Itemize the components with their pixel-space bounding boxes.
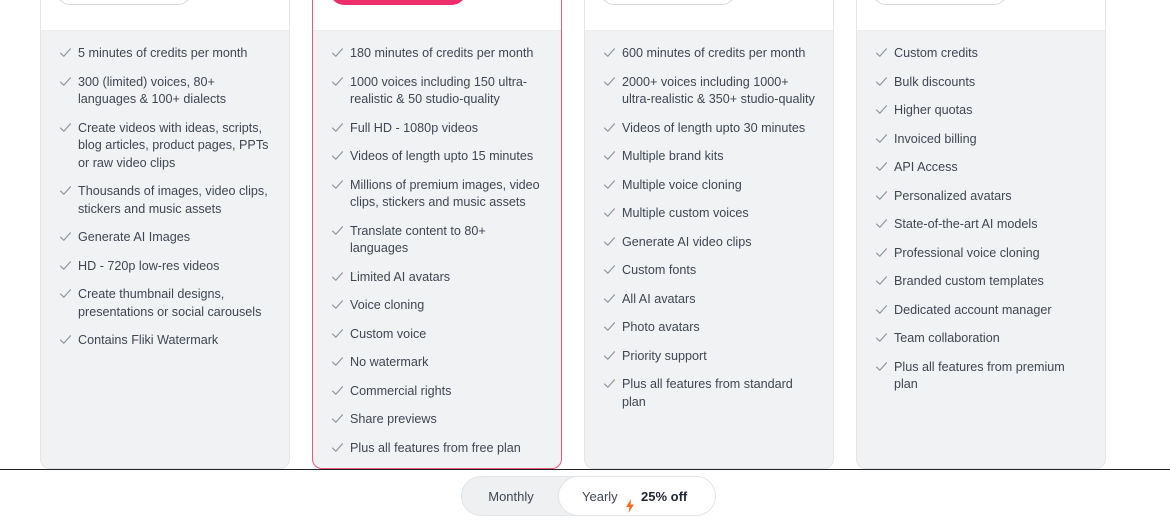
check-icon: [331, 149, 344, 162]
feature-item: [857, 131, 1105, 149]
check-icon: [331, 46, 344, 59]
feature-text: Millions of premium images, video clips, stickers and music assets: [350, 177, 540, 209]
feature-list-enterprise: [857, 45, 1105, 405]
feature-text: API Access: [894, 160, 958, 174]
feature-text: 1000 voices including 150 ultra-realistic & 50 studio-quality: [350, 74, 528, 106]
billing-option-monthly[interactable]: Monthly: [488, 489, 534, 504]
feature-text: Translate content to 80+ languages: [350, 223, 486, 255]
feature-text: Generate AI Images: [78, 230, 191, 244]
check-icon: [875, 160, 888, 173]
feature-text: Team collaboration: [894, 331, 1000, 345]
feature-text: No watermark: [350, 355, 429, 369]
feature-item: [313, 223, 561, 258]
check-icon: [59, 46, 72, 59]
feature-item: [41, 120, 289, 173]
feature-text: Generate AI video clips: [622, 234, 752, 249]
plan-card-standard: [312, 0, 562, 469]
check-icon: [875, 246, 888, 259]
feature-item: [585, 291, 833, 309]
feature-item: [857, 102, 1105, 120]
feature-item: [857, 45, 1105, 63]
billing-toggle[interactable]: [461, 476, 716, 516]
feature-item: [585, 319, 833, 337]
check-icon: [603, 121, 616, 134]
feature-item: [585, 120, 833, 138]
feature-text: Share previews: [350, 412, 437, 426]
feature-item: [857, 216, 1105, 234]
divider: [0, 469, 1170, 470]
feature-text: Multiple voice cloning: [622, 177, 742, 192]
check-icon: [603, 75, 616, 88]
check-icon: [603, 263, 616, 276]
check-icon: [331, 75, 344, 88]
feature-text: Create videos with ideas, scripts, blog articles, product pages, PPTs or raw video clips: [78, 120, 269, 170]
feature-item: [857, 330, 1105, 348]
plan-select-button-premium[interactable]: [600, 0, 736, 5]
feature-item: [313, 440, 561, 458]
plan-select-button-enterprise[interactable]: [872, 0, 1008, 5]
feature-text: Plus all features from premium plan: [894, 359, 1065, 391]
feature-text: Bulk discounts: [894, 74, 976, 89]
feature-text: 180 minutes of credits per month: [350, 46, 534, 60]
feature-item: [313, 297, 561, 315]
feature-item: [857, 245, 1105, 263]
feature-item: [41, 74, 289, 109]
feature-item: [313, 177, 561, 212]
feature-text: Voice cloning: [350, 298, 425, 312]
check-icon: [331, 355, 344, 368]
feature-text: Priority support: [622, 348, 707, 363]
feature-text: Thousands of images, video clips, stickers and music assets: [78, 184, 268, 216]
check-icon: [59, 75, 72, 88]
feature-item: [857, 302, 1105, 320]
feature-text: 600 minutes of credits per month: [622, 46, 806, 60]
feature-item: [313, 354, 561, 372]
feature-text: Videos of length upto 15 minutes: [350, 149, 534, 163]
plan-card-premium: [584, 0, 834, 469]
feature-text: Photo avatars: [622, 320, 700, 334]
check-icon: [603, 46, 616, 59]
check-icon: [875, 360, 888, 373]
check-icon: [331, 384, 344, 397]
feature-item: [41, 258, 289, 276]
check-icon: [331, 270, 344, 283]
feature-item: [41, 286, 289, 321]
check-icon: [331, 298, 344, 311]
check-icon: [59, 287, 72, 300]
feature-list-standard: [313, 45, 561, 468]
check-icon: [331, 327, 344, 340]
feature-text: Plus all features from free plan: [350, 440, 521, 455]
feature-item: [313, 45, 561, 63]
feature-text: Full HD - 1080p videos: [350, 120, 479, 135]
feature-item: [313, 120, 561, 138]
feature-item: [585, 45, 833, 63]
feature-text: Commercial rights: [350, 383, 452, 398]
feature-list-premium: [585, 45, 833, 422]
feature-item: [857, 74, 1105, 92]
feature-item: [41, 332, 289, 350]
check-icon: [603, 206, 616, 219]
feature-text: 5 minutes of credits per month: [78, 46, 248, 60]
yearly-label: Yearly: [582, 489, 618, 504]
feature-item: [585, 148, 833, 166]
plan-card-enterprise: [856, 0, 1106, 469]
feature-item: [313, 326, 561, 344]
feature-item: [585, 205, 833, 223]
feature-item: [585, 177, 833, 195]
feature-text: Invoiced billing: [894, 131, 977, 146]
check-icon: [331, 412, 344, 425]
check-icon: [603, 178, 616, 191]
feature-item: [857, 188, 1105, 206]
plan-card-free: [40, 0, 290, 469]
plan-card-header: [857, 0, 1105, 31]
feature-text: HD - 720p low-res videos: [78, 258, 220, 273]
plan-card-header: [585, 0, 833, 31]
feature-item: [41, 183, 289, 218]
feature-item: [857, 159, 1105, 177]
check-icon: [875, 217, 888, 230]
lightning-icon: [625, 489, 635, 503]
check-icon: [875, 75, 888, 88]
feature-text: Multiple custom voices: [622, 206, 749, 220]
check-icon: [603, 149, 616, 162]
feature-item: [313, 383, 561, 401]
check-icon: [59, 121, 72, 134]
plan-card-header: [313, 0, 561, 31]
feature-text: 2000+ voices including 1000+ ultra-realistic & 350+ studio-quality: [622, 74, 815, 106]
check-icon: [875, 46, 888, 59]
check-icon: [875, 274, 888, 287]
check-icon: [59, 333, 72, 346]
feature-text: Personalized avatars: [894, 188, 1012, 203]
check-icon: [603, 349, 616, 362]
check-icon: [59, 230, 72, 243]
feature-text: Limited AI avatars: [350, 269, 451, 284]
feature-item: [585, 376, 833, 411]
feature-list-free: [41, 45, 289, 361]
feature-item: [313, 269, 561, 287]
feature-text: Branded custom templates: [894, 274, 1044, 288]
feature-item: [857, 359, 1105, 394]
check-icon: [603, 235, 616, 248]
check-icon: [331, 178, 344, 191]
plan-card-header: [41, 0, 289, 31]
feature-text: Videos of length upto 30 minutes: [622, 120, 806, 135]
feature-text: Custom fonts: [622, 263, 697, 277]
feature-text: Contains Fliki Watermark: [78, 333, 219, 347]
feature-item: [41, 45, 289, 63]
check-icon: [331, 224, 344, 237]
feature-text: Multiple brand kits: [622, 149, 724, 163]
check-icon: [603, 320, 616, 333]
feature-item: [313, 74, 561, 109]
feature-item: [857, 273, 1105, 291]
check-icon: [331, 121, 344, 134]
billing-option-yearly[interactable]: [558, 476, 716, 516]
check-icon: [603, 292, 616, 305]
feature-text: 300 (limited) voices, 80+ languages & 100+ dialects: [78, 74, 227, 106]
discount-label: 25% off: [641, 489, 688, 504]
check-icon: [603, 377, 616, 390]
feature-text: Custom voice: [350, 326, 427, 341]
feature-item: [585, 262, 833, 280]
feature-item: [585, 74, 833, 109]
check-icon: [875, 303, 888, 316]
check-icon: [875, 103, 888, 116]
feature-item: [41, 229, 289, 247]
feature-text: Professional voice cloning: [894, 245, 1040, 260]
feature-item: [585, 348, 833, 366]
feature-text: Higher quotas: [894, 103, 973, 117]
plan-select-button-standard[interactable]: [330, 0, 466, 5]
check-icon: [875, 189, 888, 202]
feature-item: [585, 234, 833, 252]
check-icon: [331, 441, 344, 454]
feature-text: State-of-the-art AI models: [894, 217, 1038, 231]
feature-text: Custom credits: [894, 46, 978, 60]
check-icon: [875, 132, 888, 145]
check-icon: [59, 259, 72, 272]
feature-text: Plus all features from standard plan: [622, 377, 793, 409]
feature-text: All AI avatars: [622, 291, 696, 306]
feature-text: Create thumbnail designs, presentations or social carousels: [78, 287, 262, 319]
feature-item: [313, 411, 561, 429]
feature-item: [313, 148, 561, 166]
feature-text: Dedicated account manager: [894, 302, 1052, 317]
check-icon: [875, 331, 888, 344]
check-icon: [59, 184, 72, 197]
plan-select-button-free[interactable]: [56, 0, 192, 5]
